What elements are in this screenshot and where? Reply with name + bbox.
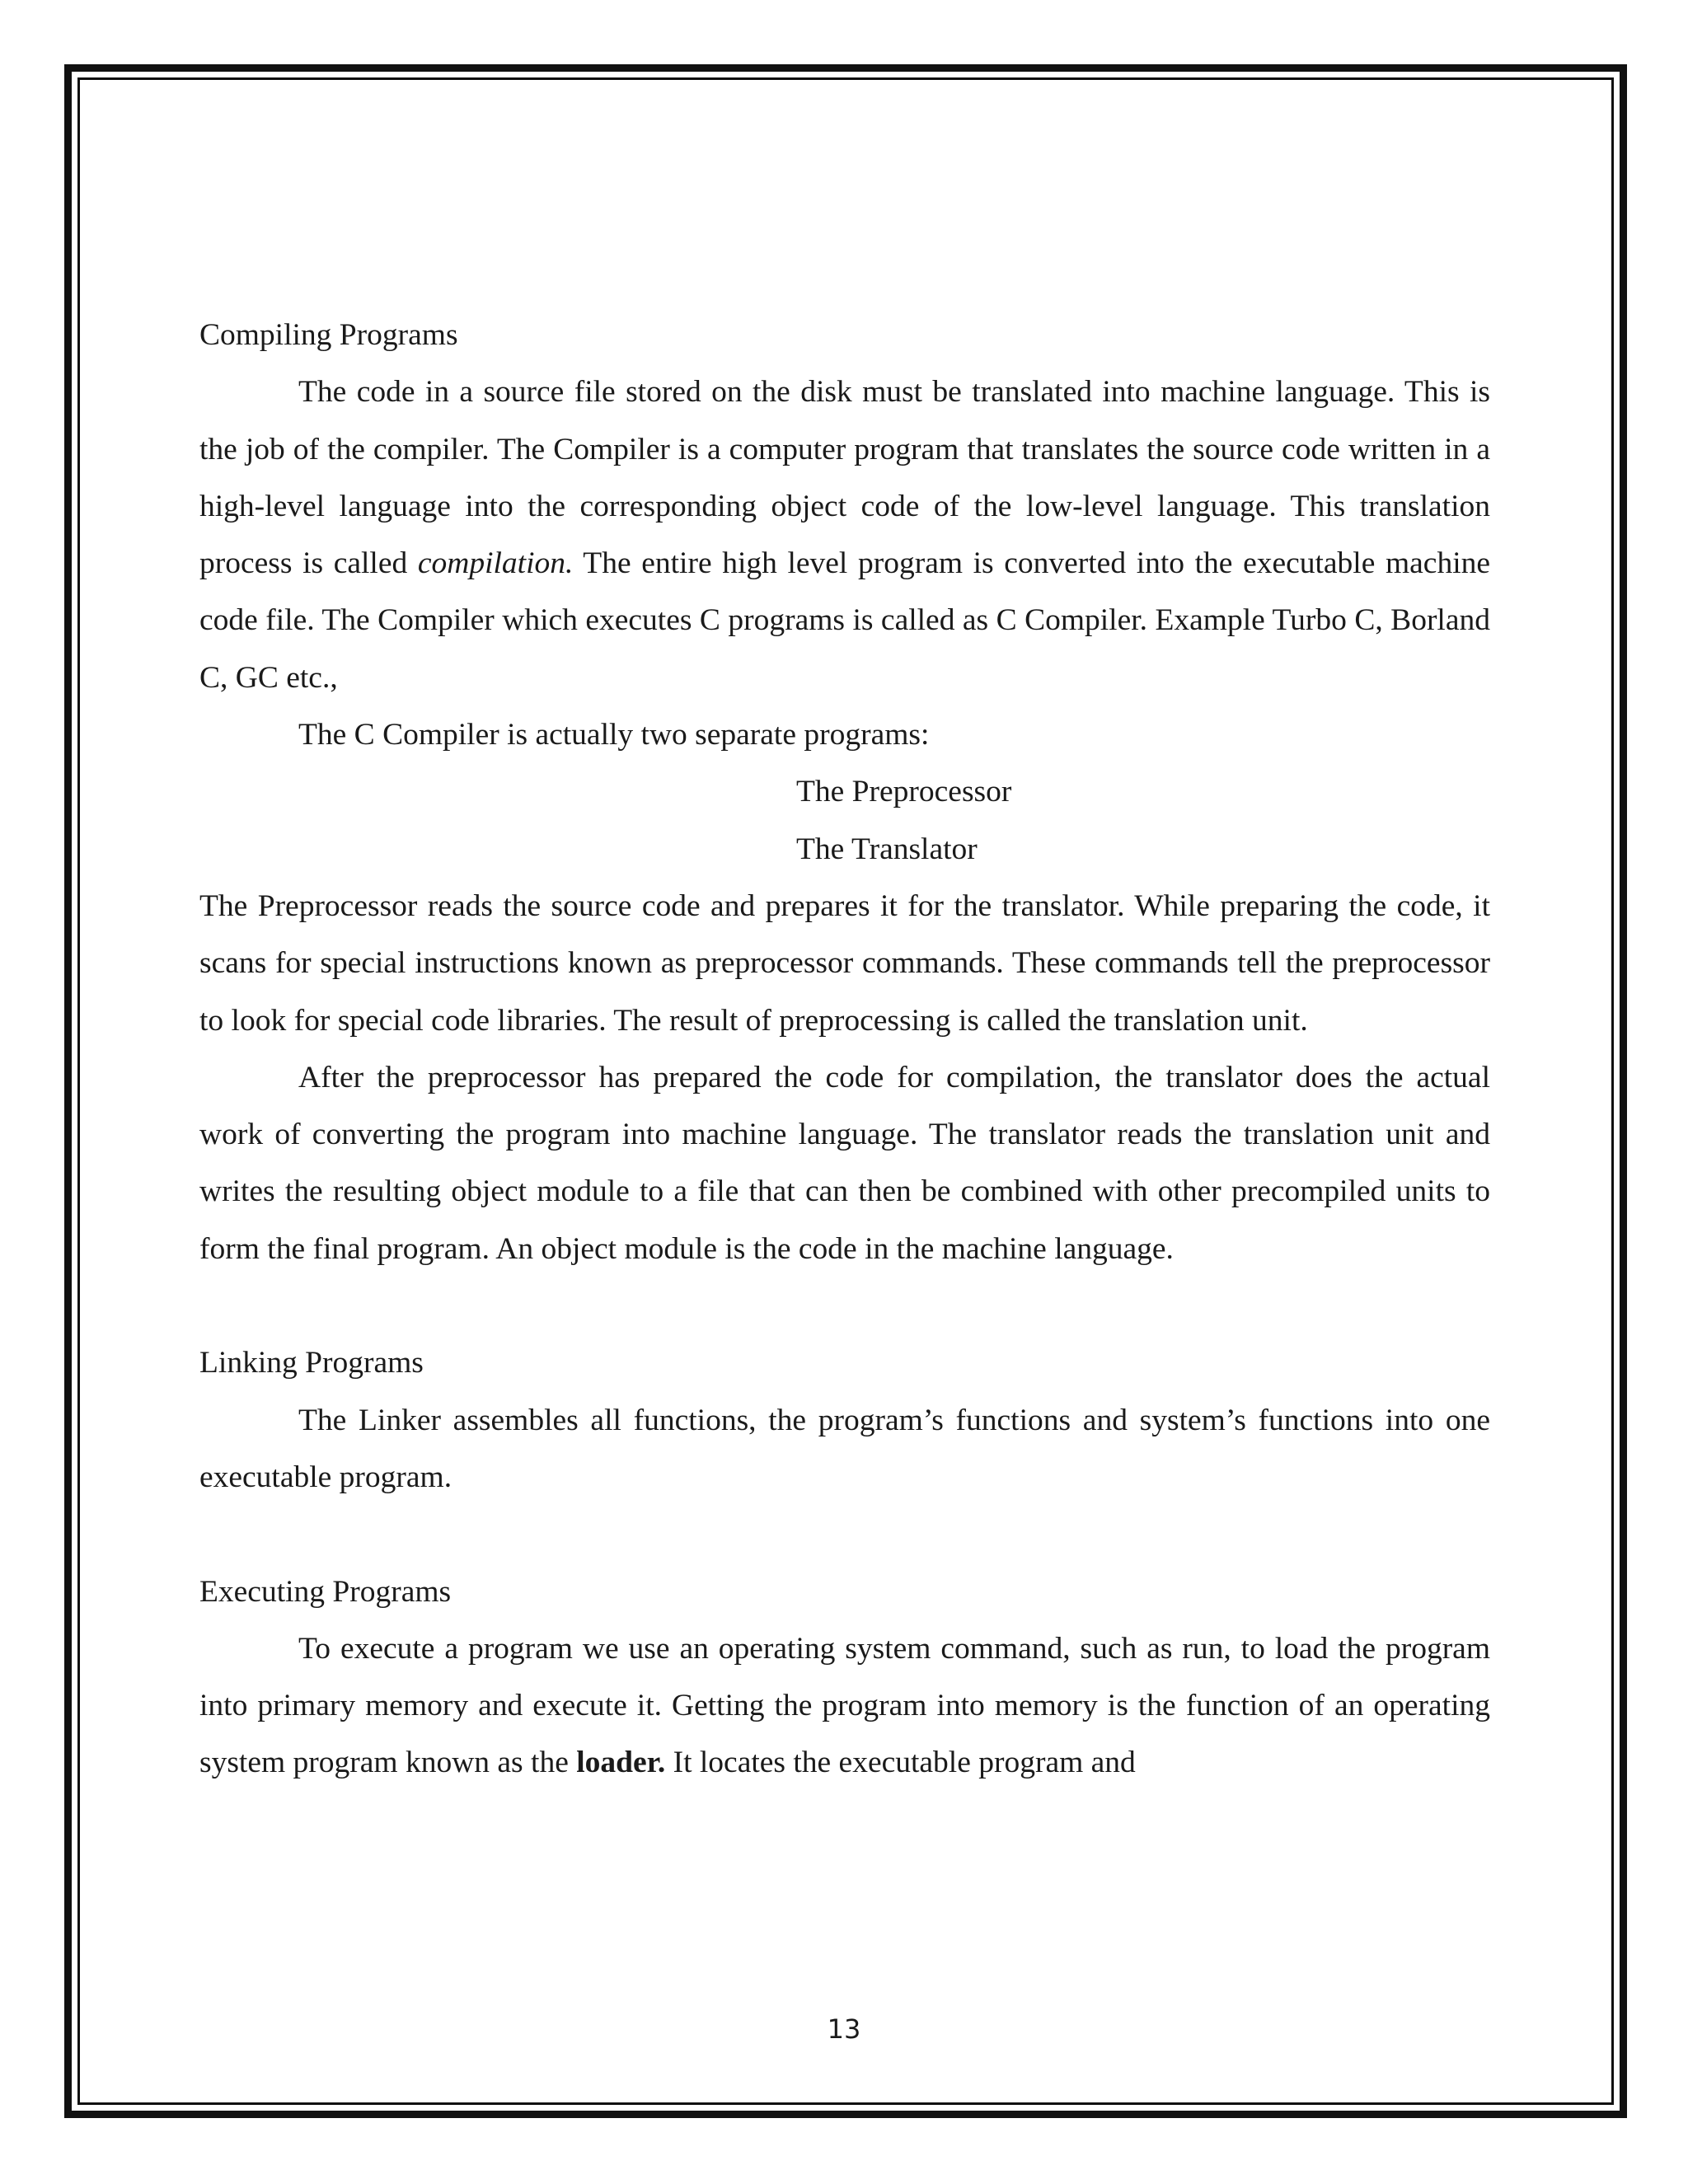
loader-term: loader.	[576, 1746, 666, 1780]
compiling-paragraph-3: The Preprocessor reads the source code and prepares it for the translator. While preparing the code, it scans for special instructions known as preprocessor commands. These commands tell the preprocessor to look for special code libraries. The result of preprocessing is called the translation unit.	[199, 888, 1490, 1038]
executing-paragraph-1-text-b: It locates the executable program and	[665, 1746, 1136, 1780]
section-compiling	[199, 307, 1490, 1277]
compilation-term: compilation.	[417, 546, 574, 581]
program-item-translator: The Translator	[796, 832, 978, 866]
section-executing	[199, 1563, 1490, 1792]
section-heading-executing: Executing Programs	[199, 1574, 452, 1609]
linking-paragraph-1: The Linker assembles all functions, the program’s functions and system’s functions into one executable program.	[199, 1403, 1490, 1494]
section-gap	[199, 1506, 1490, 1563]
page-content	[199, 307, 1490, 1792]
executing-paragraph-1-text-a: To execute a program we use an operating system command, such as run, to load the program into primary memory and execute it. Getting the program into memory is the function of an operating system program known as the	[199, 1631, 1490, 1780]
section-heading-compiling: Compiling Programs	[199, 318, 458, 352]
section-heading-linking: Linking Programs	[199, 1346, 424, 1380]
executing-paragraph-1	[199, 1620, 1490, 1792]
compiling-paragraph-1-text-b: The entire high level program is converted into the executable machine code file. The Compiler which executes C programs is called as C Compiler. Example Turbo C, Borland C, GC etc.,	[199, 546, 1491, 695]
section-linking	[199, 1334, 1490, 1506]
compiling-paragraph-1-text-a: The code in a source file stored on the disk must be translated into machine language. This is the job of the compiler. The Compiler is a computer program that translates the source code written in a high-level language into the corresponding object code of the low-level language. This translation process is called	[199, 375, 1490, 581]
compiling-paragraph-4: After the preprocessor has prepared the code for compilation, the translator does the actual work of converting the program into machine language. The translator reads the translation unit and writes the resulting object module to a file that can then be combined with other precompiled units to form the final program. An object module is the code in the machine language.	[199, 1060, 1490, 1266]
section-gap	[199, 1277, 1490, 1334]
page-number: 13	[827, 2013, 861, 2045]
compiling-paragraph-2: The C Compiler is actually two separate programs:	[298, 718, 930, 752]
compiling-paragraph-1	[199, 363, 1490, 706]
program-item-preprocessor: The Preprocessor	[796, 775, 1012, 809]
